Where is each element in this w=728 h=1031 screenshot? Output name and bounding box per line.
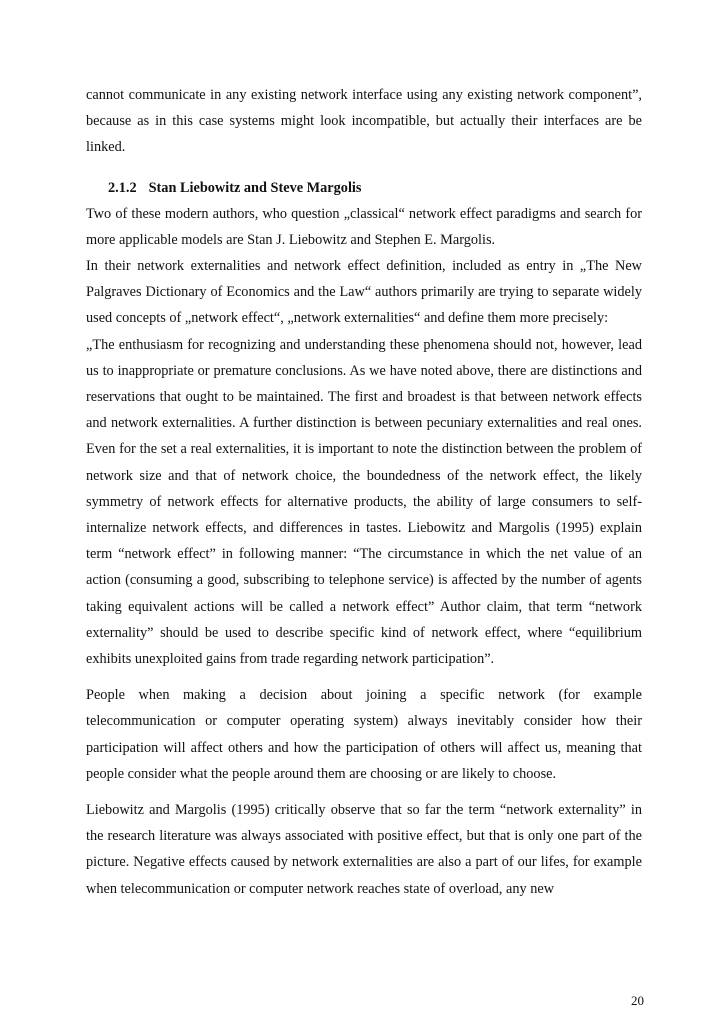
section-heading <box>108 175 642 201</box>
paragraph-authors-intro: Two of these modern authors, who question „classical“ network effect paradigms and search for more applicable models are Stan J. Liebowitz and Stephen E. Margolis. <box>86 205 642 248</box>
paragraph-definition-entry: In their network externalities and network effect definition, included as entry in „The New Palgraves Dictionary of Economics and the Law“ authors primarily are trying to separate widely used concepts of „network effect“, „network externalities“ and define them more precisely: <box>86 258 642 327</box>
paragraph-quote: „The enthusiasm for recognizing and understanding these phenomena should not, however, lead us to inappropriate or premature conclusions. As we have noted above, there are distinctions and reservations that ought to be maintained. The first and broadest is that between network effects and network externalities. A further distinction is between pecuniary externalities and real ones. Even for the set a real externalities, it is important to note the distinction between the problem of network size and that of network choice, the boundedness of the network effect, the likely symmetry of network effects for alternative products, the ability of large consumers to self-internalize network effects, and differences in tastes. Liebowitz and Margolis (1995) explain term “network effect” in following manner: “The circumstance in which the net value of an action (consuming a good, subscribing to telephone service) is affected by the number of agents taking equivalent actions will be called a network effect” Author claim, that term “network externality” should be used to describe specific kind of network effect, where “equilibrium exhibits unexploited gains from trade regarding network participation”. <box>86 336 642 668</box>
page-number: 20 <box>631 993 644 1008</box>
intro-paragraph: cannot communicate in any existing network interface using any existing network component”, because as in this case systems might look incompatible, but actually their interfaces are be linked. <box>86 87 642 156</box>
paragraph-joining-network: People when making a decision about joining a specific network (for example telecommunication or computer operating system) always inevitably consider how their participation will affect others and how the participation of others will affect us, meaning that people consider what the people around them are choosing or are likely to choose. <box>86 687 642 782</box>
section-number: 2.1.2 <box>108 179 137 196</box>
paragraph-negative-effects: Liebowitz and Margolis (1995) critically observe that so far the term “network externality” in the research literature was always associated with positive effect, but that is only one part of the picture. Negative effects caused by network externalities are also a part of our lifes, for example when telecommunication or computer network reaches state of overload, any new <box>86 802 642 897</box>
document-page <box>86 82 642 902</box>
section-title: Stan Liebowitz and Steve Margolis <box>148 179 362 196</box>
